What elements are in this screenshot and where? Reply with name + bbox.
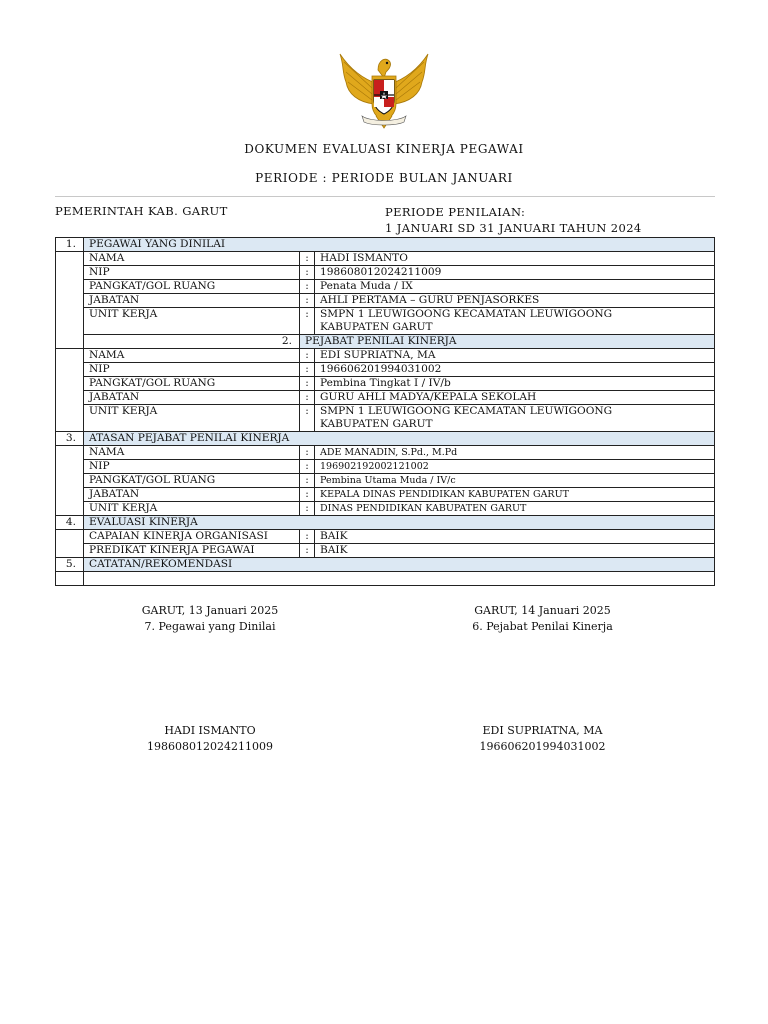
table-row — [56, 363, 715, 377]
field-colon: : — [300, 405, 315, 432]
field-value-line: SMPN 1 LEUWIGOONG KECAMATAN LEUWIGOONG — [320, 405, 613, 417]
field-colon: : — [300, 377, 315, 391]
field-colon: : — [300, 446, 315, 460]
field-value: Pembina Utama Muda / IV/c — [315, 474, 715, 488]
section-header-supervisor — [56, 432, 715, 446]
field-value: 198608012024211009 — [315, 266, 715, 280]
field-value: DINAS PENDIDIKAN KABUPATEN GARUT — [315, 502, 715, 516]
signature-name: HADI ISMANTO — [164, 724, 256, 737]
field-value: GURU AHLI MADYA/KEPALA SEKOLAH — [315, 391, 715, 405]
field-value: HADI ISMANTO — [315, 252, 715, 266]
field-value: Penata Muda / IX — [315, 280, 715, 294]
table-row — [56, 391, 715, 405]
field-value: BAIK — [315, 544, 715, 558]
field-label: JABATAN — [84, 294, 300, 308]
signature-place-date: GARUT, 14 Januari 2025 — [474, 604, 611, 617]
section-title: EVALUASI KINERJA — [84, 516, 715, 530]
field-value: ADE MANADIN, S.Pd., M.Pd — [315, 446, 715, 460]
field-colon: : — [300, 308, 315, 335]
signature-role: 7. Pegawai yang Dinilai — [144, 620, 276, 633]
field-value: AHLI PERTAMA – GURU PENJASORKES — [315, 294, 715, 308]
section-number: 2. — [84, 335, 300, 349]
field-value: 196902192002121002 — [315, 460, 715, 474]
assessment-period-range: 1 JANUARI SD 31 JANUARI TAHUN 2024 — [385, 221, 642, 235]
signature-left-header — [100, 603, 320, 635]
field-label: NIP — [84, 363, 300, 377]
signature-place-date: GARUT, 13 Januari 2025 — [141, 604, 279, 617]
field-colon: : — [300, 349, 315, 363]
field-colon: : — [300, 502, 315, 516]
signature-nip: 196606201994031002 — [479, 740, 606, 753]
field-value: Pembina Tingkat I / IV/b — [315, 377, 715, 391]
field-value: BAIK — [315, 530, 715, 544]
field-value-line: KABUPATEN GARUT — [320, 321, 433, 333]
section-header-employee — [56, 238, 715, 252]
table-row — [56, 530, 715, 544]
field-value-line: SMPN 1 LEUWIGOONG KECAMATAN LEUWIGOONG — [320, 308, 613, 320]
field-colon: : — [300, 363, 315, 377]
field-label: PREDIKAT KINERJA PEGAWAI — [84, 544, 300, 558]
section-header-evaluation — [56, 516, 715, 530]
document-title: DOKUMEN EVALUASI KINERJA PEGAWAI — [244, 142, 524, 156]
field-colon: : — [300, 280, 315, 294]
section-title: CATATAN/REKOMENDASI — [84, 558, 715, 572]
field-label: JABATAN — [84, 391, 300, 405]
government-name: PEMERINTAH KAB. GARUT — [55, 204, 228, 218]
field-colon: : — [300, 460, 315, 474]
section-title: PEJABAT PENILAI KINERJA — [300, 335, 715, 349]
table-row — [56, 266, 715, 280]
section-number: 1. — [56, 238, 84, 252]
field-colon: : — [300, 391, 315, 405]
section-number: 4. — [56, 516, 84, 530]
field-label: CAPAIAN KINERJA ORGANISASI — [84, 530, 300, 544]
table-row — [56, 308, 715, 335]
signature-role: 6. Pejabat Penilai Kinerja — [472, 620, 613, 633]
table-row — [56, 446, 715, 460]
garuda-emblem-icon — [334, 42, 434, 132]
field-label: NAMA — [84, 252, 300, 266]
field-colon: : — [300, 488, 315, 502]
field-label: JABATAN — [84, 488, 300, 502]
field-label: UNIT KERJA — [84, 405, 300, 432]
field-label: NIP — [84, 266, 300, 280]
field-label: PANGKAT/GOL RUANG — [84, 280, 300, 294]
notes-row — [56, 572, 715, 586]
table-row — [56, 474, 715, 488]
header-divider — [55, 196, 715, 197]
table-row — [56, 544, 715, 558]
field-colon: : — [300, 266, 315, 280]
field-value: EDI SUPRIATNA, MA — [315, 349, 715, 363]
section-number: 3. — [56, 432, 84, 446]
field-label: NAMA — [84, 349, 300, 363]
field-value: KEPALA DINAS PENDIDIKAN KABUPATEN GARUT — [315, 488, 715, 502]
assessment-period-label: PERIODE PENILAIAN: — [385, 205, 526, 219]
field-label: PANGKAT/GOL RUANG — [84, 377, 300, 391]
field-label: PANGKAT/GOL RUANG — [84, 474, 300, 488]
field-value-line: KABUPATEN GARUT — [320, 418, 433, 430]
field-value: 196606201994031002 — [315, 363, 715, 377]
section-number: 5. — [56, 558, 84, 572]
field-label: UNIT KERJA — [84, 308, 300, 335]
field-colon: : — [300, 474, 315, 488]
field-value — [315, 405, 715, 432]
document-period: PERIODE : PERIODE BULAN JANUARI — [255, 171, 513, 185]
section-title: PEGAWAI YANG DINILAI — [84, 238, 715, 252]
field-value — [315, 308, 715, 335]
table-row — [56, 294, 715, 308]
table-row — [56, 280, 715, 294]
assessment-period — [385, 204, 642, 236]
notes-content — [84, 572, 715, 586]
section-title: ATASAN PEJABAT PENILAI KINERJA — [84, 432, 715, 446]
signature-right-footer — [430, 723, 655, 755]
field-label: NAMA — [84, 446, 300, 460]
field-label: NIP — [84, 460, 300, 474]
signature-name: EDI SUPRIATNA, MA — [482, 724, 603, 737]
table-row — [56, 377, 715, 391]
table-row — [56, 502, 715, 516]
signature-left-footer — [100, 723, 320, 755]
section-header-notes — [56, 558, 715, 572]
field-colon: : — [300, 252, 315, 266]
table-row — [56, 252, 715, 266]
signature-nip: 198608012024211009 — [147, 740, 273, 753]
field-colon: : — [300, 294, 315, 308]
signature-right-header — [430, 603, 655, 635]
table-row — [56, 349, 715, 363]
field-label: UNIT KERJA — [84, 502, 300, 516]
section-header-assessor — [56, 335, 715, 349]
table-row — [56, 405, 715, 432]
evaluation-table — [55, 237, 715, 586]
table-row — [56, 488, 715, 502]
field-colon: : — [300, 530, 315, 544]
table-row — [56, 460, 715, 474]
field-colon: : — [300, 544, 315, 558]
